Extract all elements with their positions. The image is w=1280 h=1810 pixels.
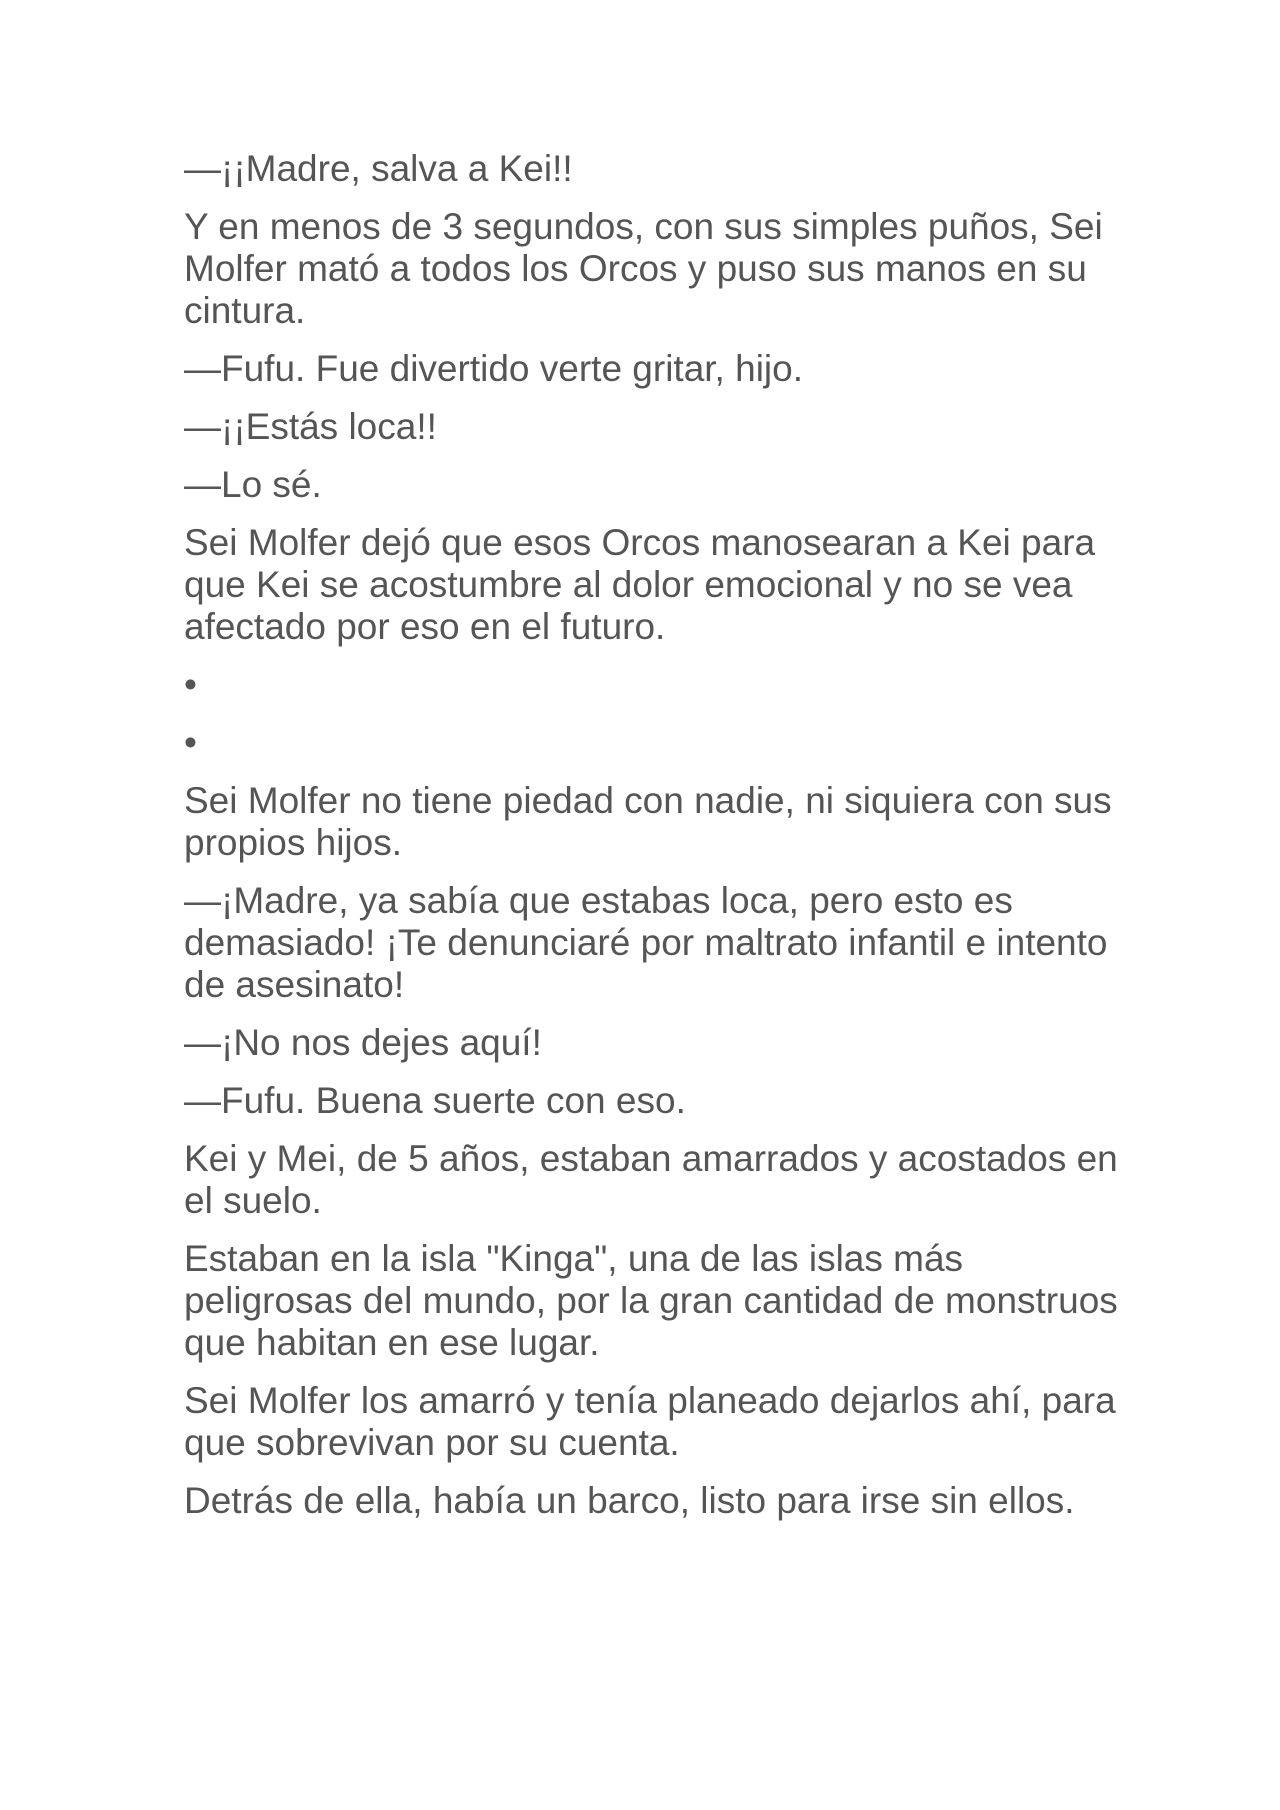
paragraph-narration-isla-kinga: Estaban en la isla "Kinga", una de las islas más peligrosas del mundo, por la gran cantidad de monstruos que habitan en ese lugar. — [184, 1238, 1118, 1363]
paragraph-narration-manosearan: Sei Molfer dejó que esos Orcos manosearan a Kei para que Kei se acostumbre al dolor emocional y no se vea afectado por eso en el futuro. — [184, 522, 1096, 647]
paragraph-dialogue-salva-a-kei: —¡¡Madre, salva a Kei!! — [184, 148, 573, 189]
paragraph-dialogue-estas-loca: —¡¡Estás loca!! — [184, 406, 437, 447]
paragraph-dialogue-fufu-divertido: —Fufu. Fue divertido verte gritar, hijo. — [184, 348, 803, 389]
paragraph-dialogue-lo-se: —Lo sé. — [184, 464, 322, 505]
paragraph-narration-no-tiene-piedad: Sei Molfer no tiene piedad con nadie, ni siquiera con sus propios hijos. — [184, 780, 1112, 863]
paragraph-narration-3-segundos: Y en menos de 3 segundos, con sus simples puños, Sei Molfer mató a todos los Orcos y puso sus manos en su cintura. — [184, 206, 1103, 331]
paragraph-narration-barco: Detrás de ella, había un barco, listo para irse sin ellos. — [184, 1480, 1075, 1521]
paragraph-narration-kei-y-mei: Kei y Mei, de 5 años, estaban amarrados y acostados en el suelo. — [184, 1138, 1118, 1221]
bullet-separator: • — [184, 664, 197, 705]
paragraph-dialogue-buena-suerte: —Fufu. Buena suerte con eso. — [184, 1080, 686, 1121]
paragraph-dialogue-no-nos-dejes: —¡No nos dejes aquí! — [184, 1022, 542, 1063]
bullet-separator: • — [184, 722, 197, 763]
paragraph-dialogue-te-denunciare: —¡Madre, ya sabía que estabas loca, pero esto es demasiado! ¡Te denunciaré por maltrato infantil e intento de asesinato! — [184, 880, 1108, 1005]
paragraph-narration-los-amarro: Sei Molfer los amarró y tenía planeado dejarlos ahí, para que sobrevivan por su cuenta. — [184, 1380, 1116, 1463]
document-page — [184, 148, 1124, 1538]
